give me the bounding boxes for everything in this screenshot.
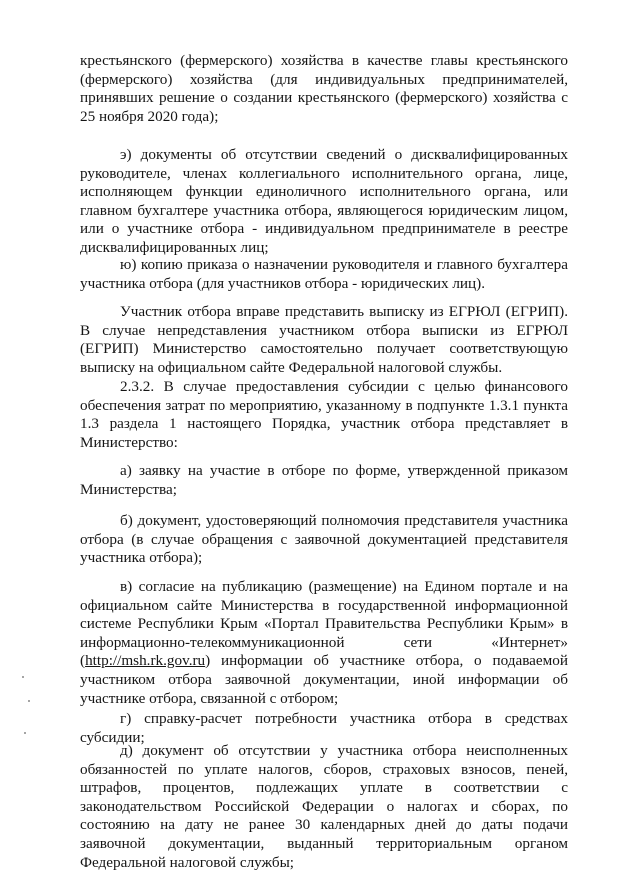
- paragraph-text: 2.3.2. В случае предоставления субсидии с целью финансового обеспечения затрат по мероприятию, указанному в подпункте 1.3.1 пункта 1.3 раздела 1 настоящего Порядка, участник отбора представляет в Министерство:: [80, 378, 568, 451]
- paragraph-text: ю) копию приказа о назначении руководителя и главного бухгалтера участника отбора (для участников отбора - юридических лиц).: [80, 256, 568, 292]
- scan-speck: [28, 700, 30, 702]
- portal-link[interactable]: http://msh.rk.gov.ru: [85, 652, 206, 670]
- paragraph-v: [80, 578, 568, 708]
- paragraph-text: а) заявку на участие в отборе по форме, утвержденной приказом Министерства;: [80, 462, 568, 498]
- paragraph-text: Участник отбора вправе представить выписку из ЕГРЮЛ (ЕГРИП). В случае непредставления участником отбора выписки из ЕГРЮЛ (ЕГРИП) Министерство самостоятельно получает соответствующую выписку на официальном сайте Федеральной налоговой службы.: [80, 303, 568, 376]
- paragraph-e: [80, 146, 568, 258]
- scan-speck: [22, 676, 24, 678]
- paragraph-text: б) документ, удостоверяющий полномочия представителя участника отбора (в случае обращения с заявочной документацией представителя участника отбора);: [80, 512, 568, 567]
- paragraph-text: ) информации об участнике отбора, о подаваемой участником отбора заявочной документации, иной информации об участнике отбора, связанной с отбором;: [80, 652, 568, 707]
- paragraph-text: э) документы об отсутствии сведений о дисквалифицированных руководителе, членах коллегиального исполнительного органа, лице, исполняющем функции единоличного исполнительного органа, или главном бухгалтере участника отбора, являющегося юридическим лицом, или о участнике отбора - индивидуальном предпринимателе в реестре дисквалифицированных лиц;: [80, 146, 568, 256]
- paragraph-text: г) справку-расчет потребности участника отбора в средствах субсидии;: [80, 710, 568, 746]
- paragraph-text: крестьянского (фермерского) хозяйства в качестве главы крестьянского (фермерского) хозяйства (для индивидуальных предпринимателей, принявших решение о создании крестьянского (фермерского) хозяйства с 25 ноября 2020 года);: [80, 52, 568, 125]
- paragraph-kfh: [80, 52, 568, 126]
- paragraph-text: д) документ об отсутствии у участника отбора неисполненных обязанностей по уплате налогов, сборов, страховых взносов, пеней, штрафов, процентов, подлежащих уплате в соответствии с законодательством Российской Федерации о налогах и сборах, по состоянию на дату не ранее 30 календарных дней до даты подачи заявочной документации, выданный территориальным органом Федеральной налоговой службы;: [80, 742, 568, 871]
- paragraph-yu: [80, 256, 568, 293]
- paragraph-b: [80, 512, 568, 568]
- scan-speck: [24, 732, 26, 734]
- paragraph-d: [80, 742, 568, 872]
- paragraph-text: в) согласие на публикацию (размещение) на Едином портале и на официальном сайте Министерства в государственной информационной системе Республики Крым «Портал Правительства Республики Крым» в информационно-телекоммуникационной сети «Интернет» (: [80, 578, 568, 670]
- paragraph-a: [80, 462, 568, 499]
- paragraph-2-3-2: [80, 378, 568, 452]
- paragraph-egrul: [80, 303, 568, 377]
